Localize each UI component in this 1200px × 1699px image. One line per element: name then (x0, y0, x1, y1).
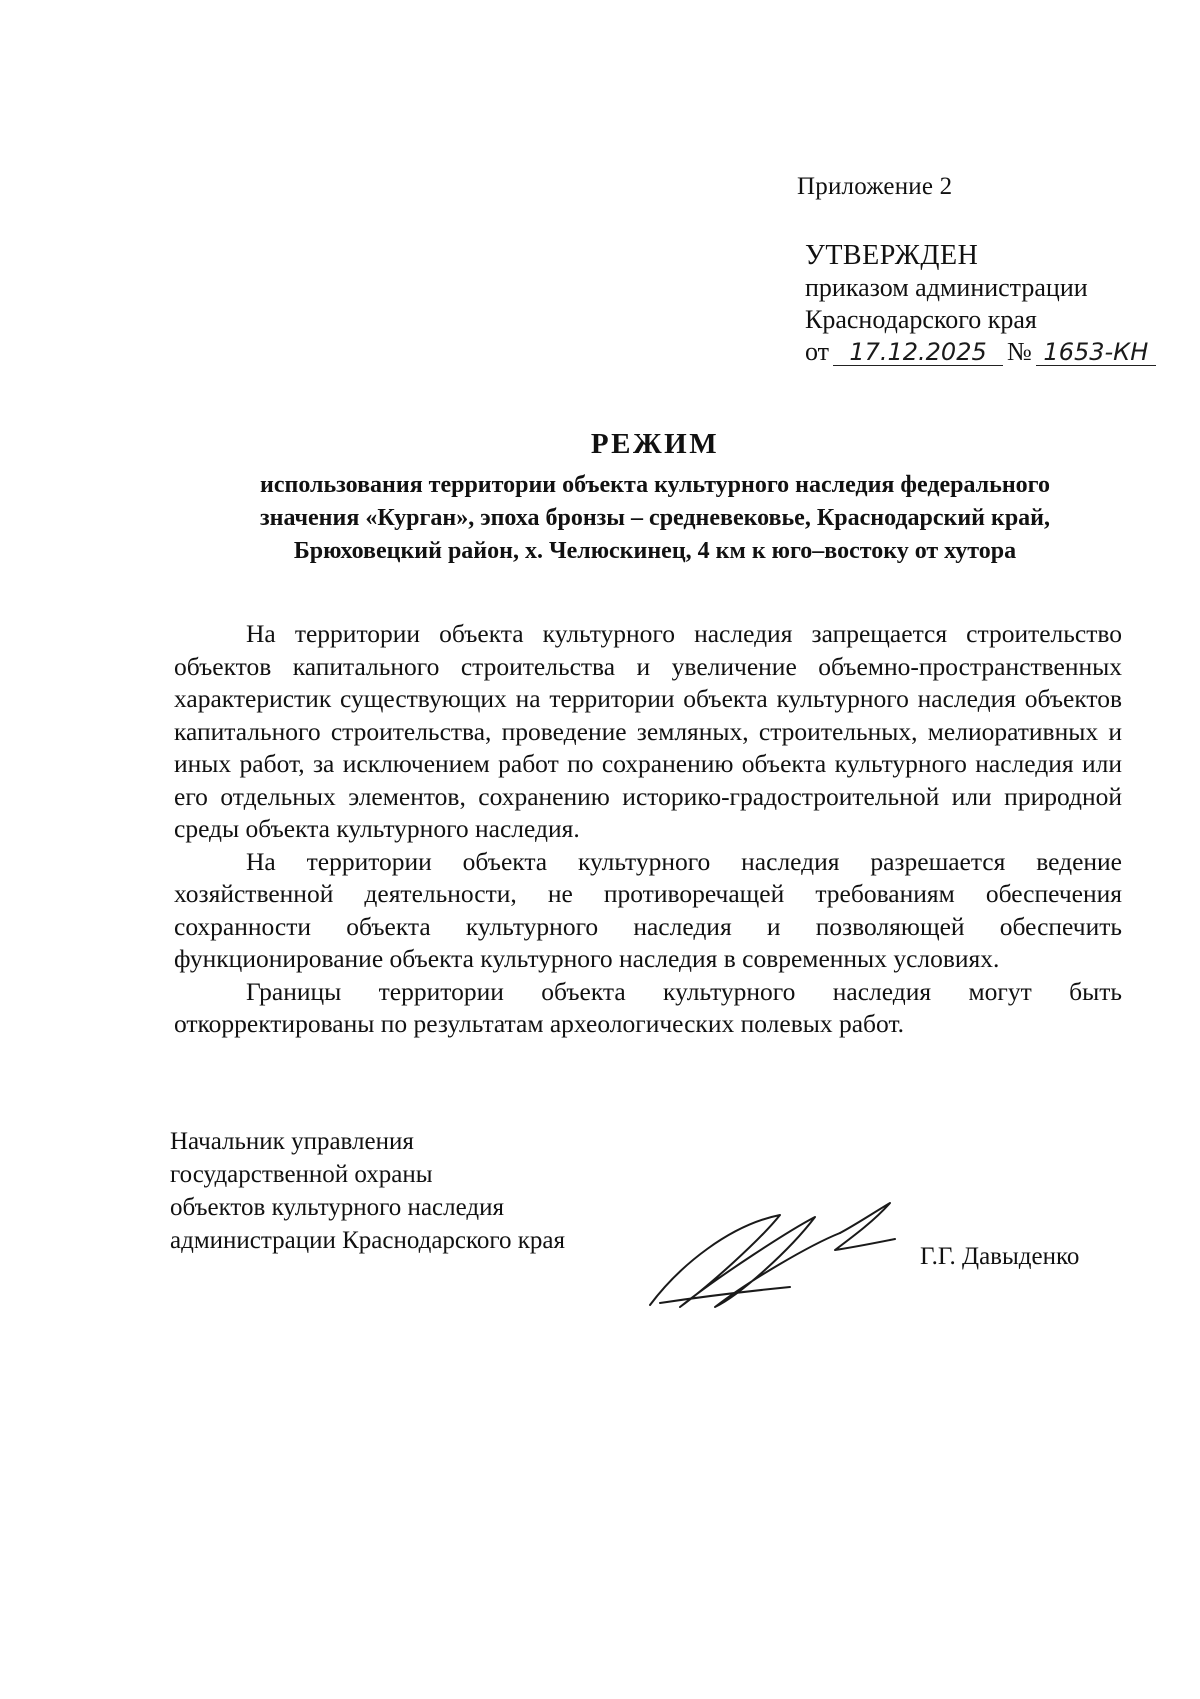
signature-block (170, 1125, 1130, 1325)
date-prefix: от (805, 337, 830, 366)
approval-date-line (805, 336, 1156, 368)
approval-title: УТВЕРЖДЕН (805, 240, 979, 271)
signer-position-line-2: государственной охраны (170, 1161, 433, 1188)
signer-name: Г.Г. Давыденко (920, 1243, 1080, 1270)
document-subtitle-line-1: использования территории объекта культурного наследия федерального (260, 472, 1050, 498)
handwritten-signature-icon (640, 1195, 900, 1315)
approval-block (805, 240, 1156, 368)
body-paragraph-permissions: На территории объекта культурного наследия разрешается ведение хозяйственной деятельности, не противоречащей требованиям обеспечения сохранности объекта культурного наследия и позволяющей обеспечить функционирование объекта культурного наследия в современных условиях. (174, 846, 1122, 973)
signer-position-line-1: Начальник управления (170, 1128, 414, 1155)
approval-line-2: Краснодарского края (805, 305, 1037, 334)
document-title-block (175, 428, 1135, 568)
body-paragraph-boundaries: Границы территории объекта культурного наследия могут быть откорректированы по результатам археологических полевых работ. (174, 976, 1122, 1038)
handwritten-number: 1653-КН (1036, 339, 1156, 366)
number-prefix: № (1007, 337, 1032, 366)
signer-position-line-4: администрации Краснодарского края (170, 1227, 566, 1254)
document-subtitle-line-2: значения «Курган», эпоха бронзы – средневековье, Краснодарский край, (259, 505, 1051, 531)
signer-position (170, 1125, 650, 1257)
handwritten-date: 17.12.2025 (833, 339, 1003, 366)
approval-line-1: приказом администрации (805, 273, 1088, 302)
body-paragraph-prohibitions: На территории объекта культурного наследия запрещается строительство объектов капитального строительства и увеличение объемно-пространственных характеристик существующих на территории объекта культурного наследия объектов капитального строительства, проведение земляных, строительных, мелиоративных и иных работ, за исключением работ по сохранению объекта культурного наследия или его отдельных элементов, сохранению историко-градостроительной или природной среды объекта культурного наследия. (174, 619, 1122, 843)
document-title: РЕЖИМ (590, 428, 720, 460)
appendix-label: Приложение 2 (797, 173, 953, 200)
signer-position-line-3: объектов культурного наследия (170, 1194, 504, 1221)
document-subtitle-line-3: Брюховецкий район, х. Челюскинец, 4 км к юго–востоку от хутора (293, 538, 1017, 564)
document-body (174, 618, 1122, 1041)
